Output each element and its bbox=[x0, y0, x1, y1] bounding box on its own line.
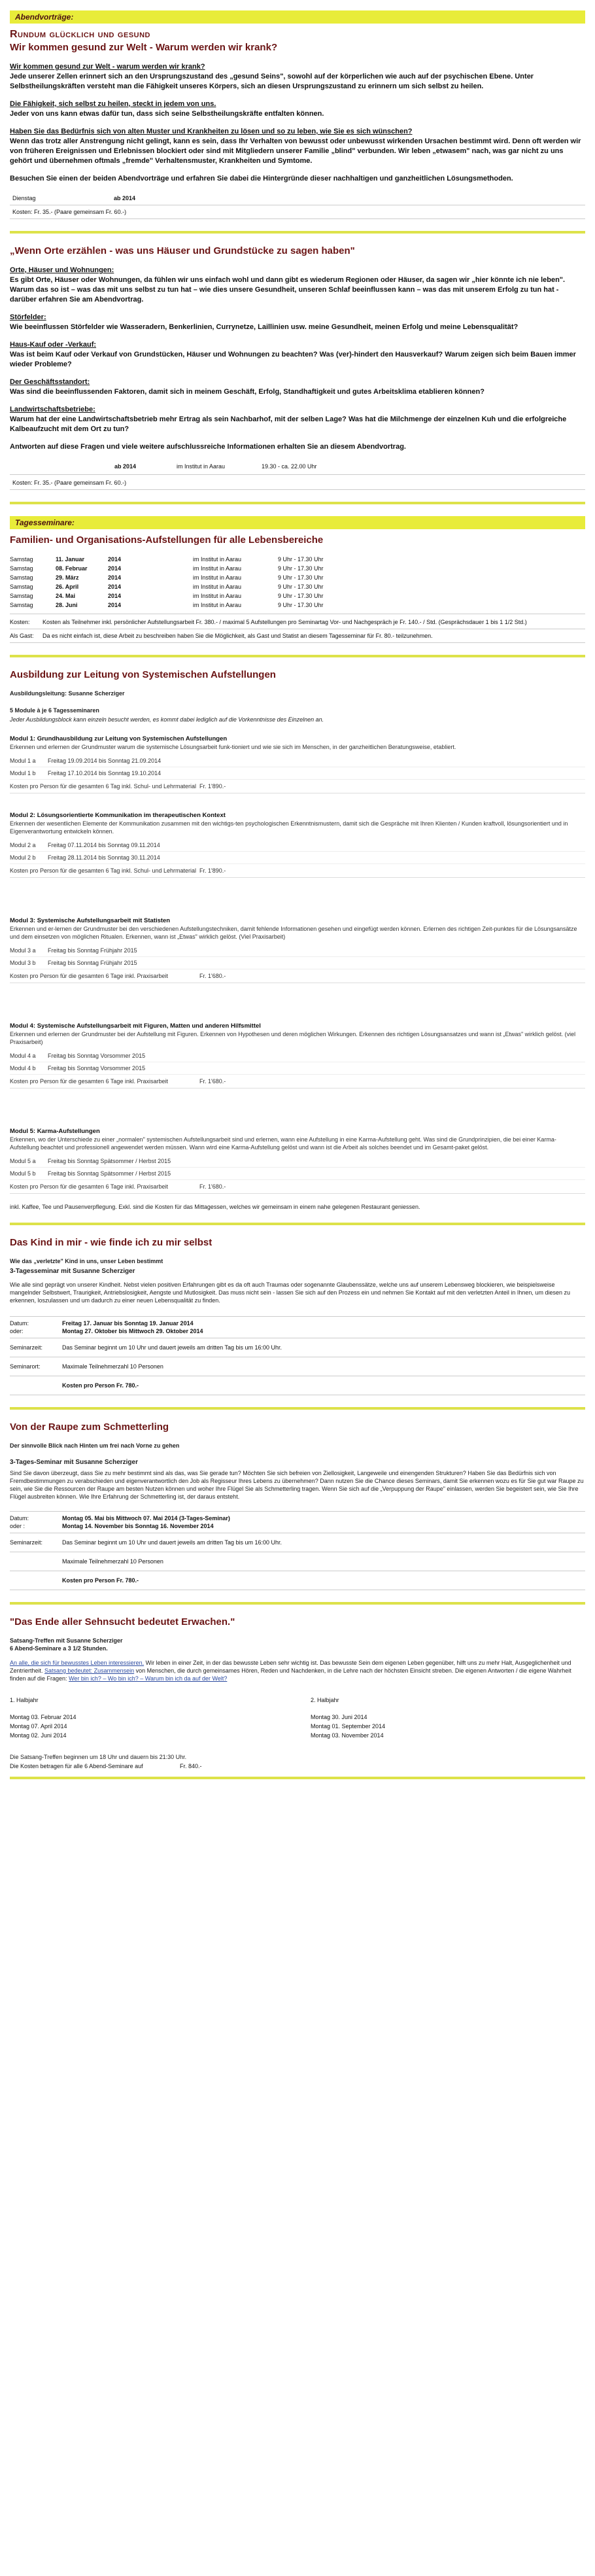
ausbildung-footer: inkl. Kaffee, Tee und Pausenverpflegung. Exkl. sind die Kosten für das Mittagessen, welches wir gemeinsam in einem nahe gelegenen Restaurant geniessen. bbox=[10, 1204, 420, 1210]
raupe-body: Sind Sie davon überzeugt, dass Sie zu mehr bestimmt sind als das, was Sie gerade tun? Möchten Sie sich befreien von Ziellosigkeit, Langeweile und einengenden Strukturen? Haben Sie das Bedürfnis sich von Fremdbestimmungen zu verabschieden und eigenverantwortlich den Job als Regisseur Ihres Lebens zu übernehmen? Dann nutzen Sie die Chance dieses Seminars, damit Sie erkennen wozu es für Sie gut war Raupe zu sein, wie Sie die Ressourcen der Raupe am besten Nutzen können und woher Ihre Flügel Sie als Schmetterling tragen. Wenn Sie sich auf die „Verpuppung der Raupe" einlassen, werden Sie begeistert sein, wie Sie Ihre Flügel ausbreiten können. Wie Ihre Erfahrung der Schmetterling ist, der daraus entsteht. bbox=[10, 1470, 584, 1500]
raupe-sub: 3-Tages-Seminar mit Susanne Scherziger bbox=[10, 1459, 138, 1466]
sehnsucht-sub1: Satsang-Treffen mit Susanne Scherziger bbox=[10, 1637, 123, 1644]
section-subtitle-rundum: Wir kommen gesund zur Welt - Warum werden wir krank? bbox=[10, 42, 278, 53]
paragraph-body: Es gibt Orte, Häuser oder Wohnungen, da fühlen wir uns einfach wohl und dann gibt es wiederum Regionen oder Häuser, da sagen wir „hier könnte ich nie leben". Warum das so ist – was das mit uns selbst zu tun hat – wie dies unsere Gesundheit, unseren Schlaf beeinflussen kann – was das mit unserem Erfolg zu tun hat - darüber erfahren Sie am Abendvortrag. bbox=[10, 276, 566, 304]
satsang-cost-row: Die Kosten betragen für alle 6 Abend-Seminare auf Fr. 840.- bbox=[10, 1763, 202, 1769]
satsang-link[interactable]: Wer bin ich? – Wo bin ich? – Warum bin ich da auf der Welt? bbox=[69, 1675, 228, 1682]
module-block: Modul 1: Grundhausbildung zur Leitung von Systemischen Aufstellungen Erkennen und erlernen der Grundmuster warum die systemische Lösungsarbeit funk-tioniert und wie sie sich im Menschen, in der ganzheitlichen Beratungsweise, etabliert. Modul 1 a Freitag 19.09.2014 bis Sonntag 21.09.2014 Modul 1 b Freitag 17.10.2014 bis Sonntag 19.10.2014 Kosten pro Person für die gesamten 6 Tag inkl. Schul- und Lehrmaterial Fr. 1'890.- bbox=[10, 735, 585, 793]
kind-body: Wie alle sind geprägt von unserer Kindheit. Nebst vielen positiven Erfahrungen gibt es da oft auch Traumas oder sogenannte Glaubenssätze, welche uns auf unserem Lebensweg blockieren, wie beispielsweise mangelnder Selbstwert, Traurigkeit, Antriebslosigkeit, Aengste und Mutlosigkeit. Das muss nicht sein - lassen Sie sich auf den Prozess ein und nehmen Sie Kontakt auf mit den verletzten Anteil in Ihnen, um diesen zu erkennen, loszulassen und um dadurch zu einer neuen Lebensqualität zu finden. bbox=[10, 1281, 570, 1304]
paragraph-heading: Landwirtschaftsbetriebe: bbox=[10, 406, 95, 413]
event-date-row bbox=[12, 194, 585, 202]
paragraph-body: Jede unserer Zellen erinnert sich an den Ursprungszustand des „gesund Seins", sowohl auf der körperlichen wie auch auf der psychischen Ebene. Unter Selbstheilungskräften versteht man die Fähigkeit unseres Körpers, sich an diesen Ursprungszustand zu erinnern um sich selbst zu heilen. bbox=[10, 73, 534, 90]
section-title-ausbildung: Ausbildung zur Leitung von Systemischen Aufstellungen bbox=[10, 669, 276, 680]
module-date-row: Modul 4 a Freitag bis Sonntag Vorsommer 2015 bbox=[10, 1050, 585, 1062]
paragraph-body: Wie beeinflussen Störfelder wie Wasseradern, Benkerlinien, Currynetze, Laillinien usw. meine Gesundheit, meinen Erfolg und meine Lebensqualität? bbox=[10, 323, 518, 331]
kind-cost-row: Kosten pro Person Fr. 780.- bbox=[62, 1382, 139, 1389]
sehnsucht-body: An alle, die sich für bewusstes Leben interessieren. Wir leben in einer Zeit, in der das bewusste Leben sehr wichtig ist. Das bewusste Sein dem eigenen Leben gegenüber, hilft uns zu mehr Halt, Ausgeglichenheit und Zentriertheit. Satsang bedeutet: Zusammensein von Menschen, die durch gemeinsames Hören, Reden und Nachdenken, in die Lehre nach der höchsten Einsicht streben. Die eigenen Antworten / die eigene Wahrheit finden auf die Fragen: Wer bin ich? – Wo bin ich? – Warum bin ich da auf der Welt? bbox=[10, 1660, 571, 1682]
ausbildung-note: Jeder Ausbildungsblock kann einzeln besucht werden, es kommt dabei lediglich auf die Vorkenntnisse des Einzelnen an. bbox=[10, 716, 324, 723]
module-date-row: Modul 1 b Freitag 17.10.2014 bis Sonntag 19.10.2014 bbox=[10, 767, 585, 780]
paragraph-heading: Wir kommen gesund zur Welt - warum werden wir krank? bbox=[10, 63, 205, 71]
module-date-row: Modul 5 a Freitag bis Sonntag Spätsommer / Herbst 2015 bbox=[10, 1155, 585, 1168]
section-title-raupe: Von der Raupe zum Schmetterling bbox=[10, 1421, 169, 1433]
tages-kosten-row: Kosten: Kosten als Teilnehmer inkl. persönlicher Aufstellungsarbeit Fr. 380.- / maximal 5 Aufstellungen pro Seminartag Vor- und Nachgespräch je Fr. 140.- / Std. (Gesprächsdauer 1 bis 1 1/2 Std.) bbox=[10, 619, 527, 625]
paragraph-body: Jeder von uns kann etwas dafür tun, dass sich seine Selbstheilungskräfte entfalten können. bbox=[10, 110, 324, 118]
module-date-row: Modul 5 b Freitag bis Sonntag Spätsommer / Herbst 2015 bbox=[10, 1168, 585, 1180]
kind-ort-row: Seminarort: Maximale Teilnehmerzahl 10 Personen bbox=[10, 1363, 163, 1370]
module-date-row: Modul 2 b Freitag 28.11.2014 bis Sonntag 30.11.2014 bbox=[10, 852, 585, 864]
paragraph-body: Wenn das trotz aller Anstrengung nicht gelingt, kann es sein, dass Ihr Verhalten von bewusst oder unbewusst wirkenden Ursachen bestimmt wird. Denn oft werden wir von früheren Ereignissen und Erlebnissen blockiert oder sind mit Mitgliedern unserer Familie „blind" verbunden. Wir leben „etwasem" nach, was gar nicht zu uns gehört und übernehmen oftmals „fremde" Verhaltensmuster, Krankheiten und Symtome. bbox=[10, 137, 581, 165]
section-divider bbox=[10, 655, 585, 657]
paragraph-body: Besuchen Sie einen der beiden Abendvorträge und erfahren Sie dabei die Hintergründe dieser nachhaltigen und ganzheitlichen Lösungsmethoden. bbox=[10, 175, 513, 183]
kind-sub: 3-Tagesseminar mit Susanne Scherziger bbox=[10, 1268, 135, 1275]
half-year-1: 1. Halbjahr Montag 03. Februar 2014 Montag 07. April 2014 Montag 02. Juni 2014 bbox=[10, 1697, 76, 1739]
section-title-sehnsucht: "Das Ende aller Sehnsucht bedeutet Erwachen." bbox=[10, 1616, 235, 1627]
module-cost-row: Kosten pro Person für die gesamten 6 Tage inkl. Praxisarbeit Fr. 1'680.- bbox=[10, 969, 585, 983]
section-title-orte: „Wenn Orte erzählen - was uns Häuser und Grundstücke zu sagen haben" bbox=[10, 245, 355, 256]
event-date-row bbox=[114, 462, 585, 470]
module-date-row: Modul 4 b Freitag bis Sonntag Vorsommer 2015 bbox=[10, 1062, 585, 1075]
table-row: Samstag 08. Februar 2014 im Institut in Aarau 9 Uhr - 17.30 Uhr bbox=[10, 565, 324, 572]
page bbox=[10, 0, 585, 1804]
seminar-date-table bbox=[10, 555, 585, 610]
paragraph-body: Was ist beim Kauf oder Verkauf von Grundstücken, Häuser und Wohnungen zu beachten? Was (ver)-hindert den Hausverkauf? Warum zeigen sich beim Bauen immer wieder Probleme? bbox=[10, 351, 576, 368]
table-row: Samstag 26. April 2014 im Institut in Aarau 9 Uhr - 17.30 Uhr bbox=[10, 583, 324, 590]
paragraph-heading: Der Geschäftsstandort: bbox=[10, 378, 90, 386]
half-year-2: 2. Halbjahr Montag 30. Juni 2014 Montag 01. September 2014 Montag 03. November 2014 bbox=[311, 1697, 386, 1739]
event-day: Dienstag bbox=[12, 195, 36, 201]
tages-gast-row: Als Gast: Da es nicht einfach ist, diese Arbeit zu beschreiben haben Sie die Möglichkeit, als Gast und Statist an diesem Tagesseminar für Fr. 80.- teilzunehmen. bbox=[10, 633, 433, 639]
raupe-cost-row: Kosten pro Person Fr. 780.- bbox=[62, 1577, 139, 1584]
module-block: Modul 4: Systemische Aufstellungsarbeit mit Figuren, Matten und anderen Hilfsmittel Erkennen und erlernen der Grundmuster bei der Aufstellung mit Figuren. Erkennen von Hypothesen und deren möglichen Wirkungen. Erkennen des richtigen Lösungsansatzes und wann ist „Etwas" wirklich gelöst. (viel Praxisarbeit) Modul 4 a Freitag bis Sonntag Vorsommer 2015 Modul 4 b Freitag bis Sonntag Vorsommer 2015 Kosten pro Person für die gesamten 6 Tage inkl. Praxisarbeit Fr. 1'680.- bbox=[10, 1022, 585, 1088]
satsang-dates bbox=[10, 1696, 585, 1740]
module-block: Modul 2: Lösungsorientierte Kommunikation im therapeutischen Kontext Erkennen der wesentlichen Elemente der Kommunikation zusammen mit den wichtigs-ten psychologischen Erkenntnismustern, damit sich die Gespräche mit Ihren Klienten / Kunden kraftvoll, lösungsorientiert und in Eigenverantwortung entwickeln können. Modul 2 a Freitag 07.11.2014 bis Sonntag 09.11.2014 Modul 2 b Freitag 28.11.2014 bis Sonntag 30.11.2014 Kosten pro Person für die gesamten 6 Tag inkl. Schul- und Lehrmaterial Fr. 1'890.- bbox=[10, 812, 585, 878]
ausbildung-module-count: 5 Module à je 6 Tagesseminaren bbox=[10, 707, 99, 714]
table-row: Samstag 24. Mai 2014 im Institut in Aarau 9 Uhr - 17.30 Uhr bbox=[10, 593, 324, 599]
kind-oder-row: oder: Montag 27. Oktober bis Mittwoch 29. Oktober 2014 bbox=[10, 1328, 203, 1334]
paragraph-heading: Haben Sie das Bedürfnis sich von alten Muster und Krankheiten zu lösen und so zu leben, wie Sie es sich wünschen? bbox=[10, 128, 413, 135]
section-title-kind: Das Kind in mir - wie finde ich zu mir selbst bbox=[10, 1237, 212, 1248]
raupe-ort-row: Maximale Teilnehmerzahl 10 Personen bbox=[62, 1558, 163, 1565]
table-row: Samstag 28. Juni 2014 im Institut in Aarau 9 Uhr - 17.30 Uhr bbox=[10, 602, 324, 608]
section-divider bbox=[10, 1602, 585, 1605]
kind-datum-row: Datum: Freitag 17. Januar bis Sonntag 19. Januar 2014 bbox=[10, 1320, 194, 1327]
event-date: ab 2014 bbox=[114, 195, 136, 201]
section-banner-abend: Abendvorträge: bbox=[10, 10, 585, 24]
section-divider bbox=[10, 502, 585, 504]
section-divider bbox=[10, 1223, 585, 1225]
paragraph-heading: Haus-Kauf oder -Verkauf: bbox=[10, 341, 97, 349]
raupe-datum-row: Datum: Montag 05. Mai bis Mittwoch 07. Mai 2014 (3-Tages-Seminar) bbox=[10, 1515, 230, 1522]
paragraph-body: Antworten auf diese Fragen und viele weitere aufschlussreiche Informationen erhalten Sie an diesem Abendvortrag. bbox=[10, 443, 406, 451]
event-cost: Kosten: Fr. 35.- (Paare gemeinsam Fr. 60.-) bbox=[12, 479, 127, 486]
paragraph-body: Warum hat der eine Landwirtschaftsbetrieb mehr Ertrag als sein Nachbarhof, mit der selben Lage? Was hat die Milchmenge der einzelnen Kuh und die erfolgreiche Kalbeaufzucht mit dem Ort zu tun? bbox=[10, 415, 567, 433]
ausbildung-leitung: Ausbildungsleitung: Susanne Scherziger bbox=[10, 690, 125, 697]
event-time: 19.30 - ca. 22.00 Uhr bbox=[262, 463, 317, 470]
table-row: Samstag 29. März 2014 im Institut in Aarau 9 Uhr - 17.30 Uhr bbox=[10, 574, 324, 581]
module-block: Modul 5: Karma-Aufstellungen Erkennen, wo der Unterschiede zu einer „normalen" systemischen Aufstellungsarbeit sind und erlernen, wann eine Aufstellung in eine Karma-Aufstellung geht. Was sind die Grundprinzipien, die bei einer Karma-Aufstellung beachtet und professionell angewendet werden müssen. Wann wird eine Karma-Aufstellung gelöst und wann ist die Arbeit als solches beendet und im Gesamt-paket gelöst. Modul 5 a Freitag bis Sonntag Spätsommer / Herbst 2015 Modul 5 b Freitag bis Sonntag Spätsommer / Herbst 2015 Kosten pro Person für die gesamten 6 Tage inkl. Praxisarbeit Fr. 1'680.- bbox=[10, 1128, 585, 1194]
table-row: Samstag 11. Januar 2014 im Institut in Aarau 9 Uhr - 17.30 Uhr bbox=[10, 556, 324, 563]
event-date: ab 2014 bbox=[114, 463, 137, 470]
module-date-row: Modul 3 a Freitag bis Sonntag Frühjahr 2015 bbox=[10, 945, 585, 957]
module-date-row: Modul 3 b Freitag bis Sonntag Frühjahr 2015 bbox=[10, 957, 585, 969]
paragraph-heading: Die Fähigkeit, sich selbst zu heilen, steckt in jedem von uns. bbox=[10, 100, 216, 108]
section-divider bbox=[10, 1777, 585, 1779]
kind-lead: Wie das „verletzte" Kind in uns, unser Leben bestimmt bbox=[10, 1258, 163, 1264]
event-place: im Institut in Aarau bbox=[177, 463, 226, 470]
module-date-row: Modul 1 a Freitag 19.09.2014 bis Sonntag 21.09.2014 bbox=[10, 755, 585, 767]
section-divider bbox=[10, 1407, 585, 1410]
module-date-row: Modul 2 a Freitag 07.11.2014 bis Sonntag 09.11.2014 bbox=[10, 839, 585, 852]
paragraph-heading: Orte, Häuser und Wohnungen: bbox=[10, 266, 114, 274]
module-cost-row: Kosten pro Person für die gesamten 6 Tag inkl. Schul- und Lehrmaterial Fr. 1'890.- bbox=[10, 780, 585, 793]
raupe-oder-row: oder : Montag 14. November bis Sonntag 16. November 2014 bbox=[10, 1523, 214, 1529]
section-title-rundum: Rundum glücklich und gesund bbox=[10, 29, 150, 40]
paragraph-heading: Störfelder: bbox=[10, 313, 46, 321]
paragraph-body: Was sind die beeinflussenden Faktoren, damit sich in meinem Geschäft, Erfolg, Standhaftigkeit und gutes Arbeitsklima etablieren können? bbox=[10, 388, 484, 396]
sehnsucht-sub2: 6 Abend-Seminare a 3 1/2 Stunden. bbox=[10, 1645, 108, 1652]
section-banner-tages: Tagesseminare: bbox=[10, 516, 585, 529]
raupe-lead: Der sinnvolle Blick nach Hinten um frei nach Vorne zu gehen bbox=[10, 1442, 180, 1449]
module-cost-row: Kosten pro Person für die gesamten 6 Tag inkl. Schul- und Lehrmaterial Fr. 1'890.- bbox=[10, 864, 585, 878]
module-cost-row: Kosten pro Person für die gesamten 6 Tage inkl. Praxisarbeit Fr. 1'680.- bbox=[10, 1075, 585, 1088]
section-divider bbox=[10, 231, 585, 234]
raupe-zeit-row: Seminarzeit: Das Seminar beginnt um 10 Uhr und dauert jeweils am dritten Tag bis um 16:00 Uhr. bbox=[10, 1539, 282, 1546]
module-block: Modul 3: Systemische Aufstellungsarbeit mit Statisten Erkennen und er-lernen der Grundmuster bei den verschiedenen Aufstellungstechniken, damit fehlende Informationen gesehen und eingefügt werden können. Erlernen des richtigen Zeit-punktes für die Lösungsansätze und dem einsetzen von möglichen Ritualen. Erkennen, wann ist „Etwas" wirklich gelöst. (Viel Praxisarbeit) Modul 3 a Freitag bis Sonntag Frühjahr 2015 Modul 3 b Freitag bis Sonntag Frühjahr 2015 Kosten pro Person für die gesamten 6 Tage inkl. Praxisarbeit Fr. 1'680.- bbox=[10, 917, 585, 983]
module-cost-row: Kosten pro Person für die gesamten 6 Tage inkl. Praxisarbeit Fr. 1'680.- bbox=[10, 1180, 585, 1194]
kind-zeit-row: Seminarzeit: Das Seminar beginnt um 10 Uhr und dauert jeweils am dritten Tag bis um 16:00 Uhr. bbox=[10, 1344, 282, 1351]
section-title-tages: Familien- und Organisations-Aufstellungen für alle Lebensbereiche bbox=[10, 534, 324, 546]
satsang-link[interactable]: An alle, die sich für bewusstes Leben interessieren. bbox=[10, 1660, 144, 1666]
satsang-link[interactable]: Satsang bedeutet: Zusammensein bbox=[44, 1667, 135, 1674]
satsang-footer: Die Satsang-Treffen beginnen um 18 Uhr und dauern bis 21:30 Uhr. bbox=[10, 1754, 187, 1760]
event-cost: Kosten: Fr. 35.- (Paare gemeinsam Fr. 60.-) bbox=[12, 209, 127, 215]
